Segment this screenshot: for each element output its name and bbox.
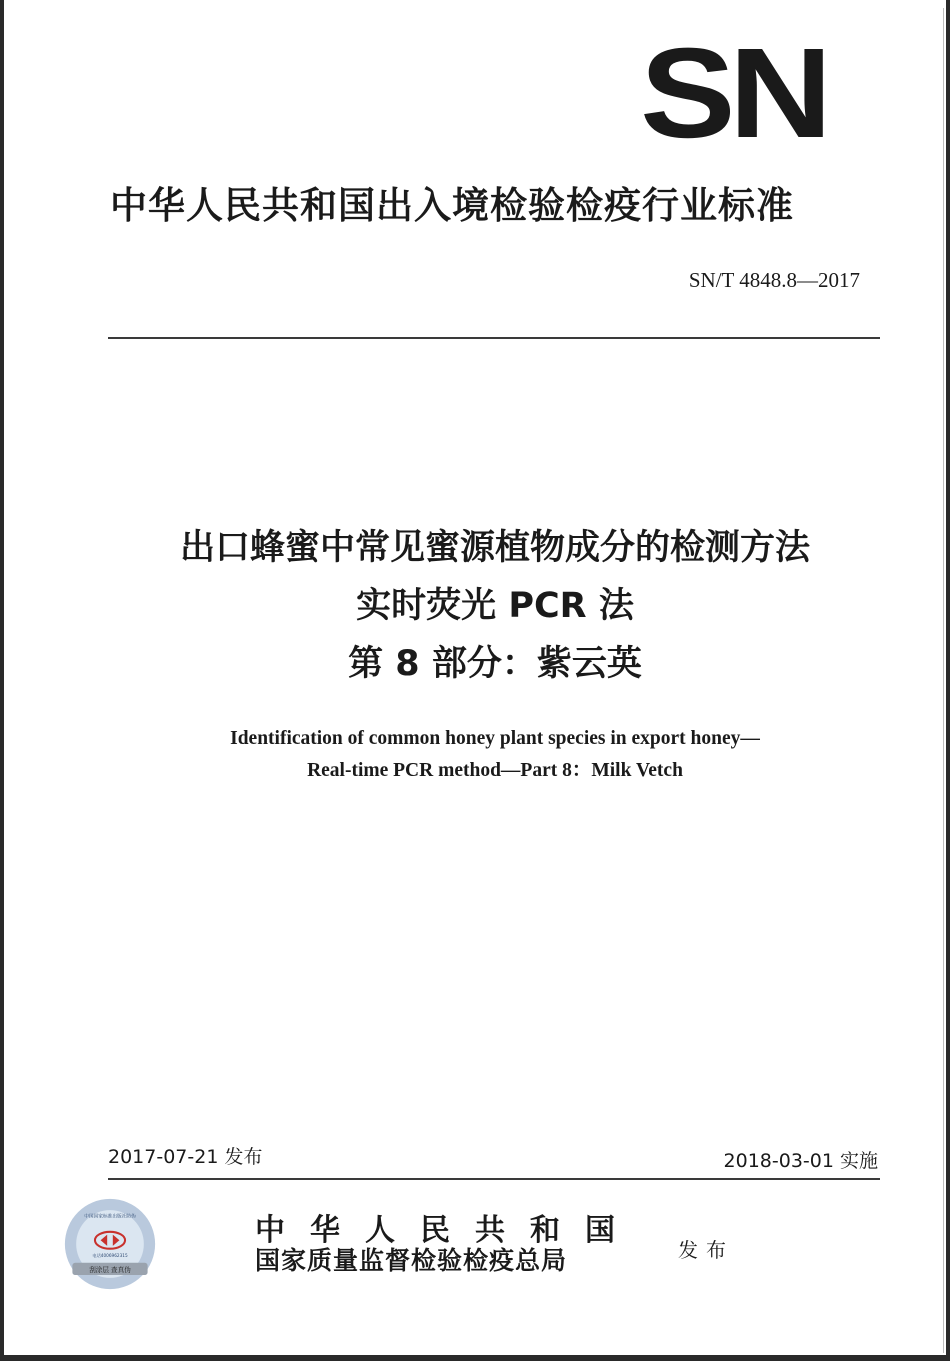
title-zh-line-1: 出口蜂蜜中常见蜜源植物成分的检测方法	[179, 528, 810, 568]
anti-counterfeit-stamp	[63, 1197, 157, 1291]
title-zh-line-3: 第 8 部分：紫云英	[348, 644, 642, 684]
issue-date: 2017-07-21 发布	[108, 1146, 263, 1168]
stamp-top-text: 中国国家标准出版社防伪	[84, 1214, 136, 1220]
footer-divider	[108, 1178, 880, 1180]
stamp-phone-text: 电话4006962315	[92, 1253, 128, 1259]
title-zh-line-2: 实时荧光 PCR 法	[356, 586, 634, 626]
title-en-line-1: Identification of common honey plant species in export honey—	[230, 728, 760, 749]
scan-edge-bottom	[0, 1355, 950, 1361]
stamp-bottom-text: 刮涂层 查真伪	[89, 1266, 131, 1275]
page-frame-line	[943, 8, 944, 1353]
issuer-line-2: 国家质量监督检验检疫总局	[255, 1246, 568, 1275]
sn-logo: SN	[640, 22, 826, 165]
scan-edge-right	[946, 0, 950, 1361]
header-divider	[108, 337, 880, 339]
title-en-line-2: Real-time PCR method—Part 8：Milk Vetch	[307, 760, 683, 781]
scan-edge-left	[0, 0, 4, 1361]
publish-label: 发布	[678, 1238, 734, 1262]
standard-category: 中华人民共和国出入境检验检疫行业标准	[110, 184, 794, 227]
implementation-date: 2018-03-01 实施	[723, 1150, 878, 1172]
issuer-line-1: 中华人民共和国	[255, 1213, 640, 1248]
standard-number: SN/T 4848.8—2017	[688, 268, 860, 292]
